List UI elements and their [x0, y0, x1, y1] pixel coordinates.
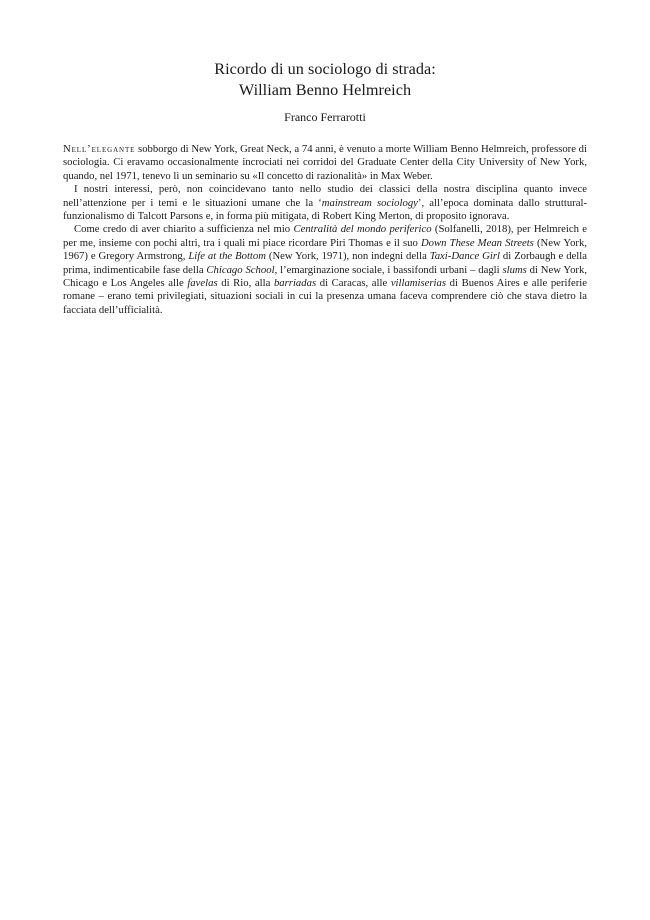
- article-body: [63, 143, 587, 317]
- paragraph-text: Come credo di aver chiarito a sufficienza nel mio: [74, 223, 294, 236]
- paragraph-text: , l’emarginazione sociale, i bassifondi urbani – dagli: [274, 263, 503, 276]
- italic-book-title: Down These Mean Streets: [420, 236, 534, 249]
- article-title: [0, 59, 650, 101]
- paragraph-text: ’, all’epoca dominata dallo struttural-funzionalismo di Talcott Parsons e, in forma più mitigata, di Robert King Merton, di proposito ignorava.: [63, 196, 587, 223]
- paragraph-text: (New York, 1971), non indegni della: [265, 250, 430, 263]
- paragraph-1: [63, 143, 587, 183]
- paragraph-text: di Zorbaugh e della prima, indimenticabile fase della: [63, 250, 587, 276]
- italic-book-title: Taxi-Dance Girl: [429, 250, 500, 263]
- paragraph-text: sobborgo di New York, Great Neck, a 74 anni, è venuto a morte William Benno Helmreich, professore di sociologia. Ci eravamo occasionalmente incrociati nei corridoi del Graduate Center della City University of New York, quando, nel 1971, tenevo lì un seminario su «Il concetto di razionalità» in Max Weber.: [63, 143, 587, 182]
- paragraph-text: di Caracas, alle: [316, 277, 391, 290]
- italic-term: Chicago School: [206, 263, 275, 276]
- paragraph-lead-smallcaps: Nell’elegante: [63, 143, 136, 155]
- paragraph-3: [63, 223, 587, 317]
- italic-term: barriadas: [273, 277, 317, 290]
- title-line-2: William Benno Helmreich: [238, 81, 412, 99]
- italic-term: villamiserias: [390, 277, 447, 290]
- italic-term: slums: [502, 263, 527, 276]
- paragraph-text: I nostri interessi, però, non coincidevano tanto nello studio dei classici della nostra disciplina quanto invece nell’attenzione per i temi e le situazioni umane che la ‘: [63, 183, 587, 209]
- italic-term: favelas: [187, 277, 218, 290]
- paragraph-text: di New York, Chicago e Los Angeles alle: [63, 263, 587, 290]
- paragraph-text: di Rio, alla: [217, 277, 274, 290]
- paragraph-2: [63, 183, 587, 223]
- title-line-1: Ricordo di un sociologo di strada:: [214, 60, 436, 78]
- paragraph-text: di Buenos Aires e alle periferie romane – erano temi privilegiati, situazioni sociali in cui la presenza umana faceva comprendere ciò che stava dietro la facciata dell’ufficialità.: [63, 277, 588, 316]
- paragraph-text: (New York, 1967) e Gregory Armstrong,: [63, 236, 587, 263]
- italic-book-title: Centralità del mondo periferico: [293, 223, 432, 236]
- paragraph-text: (Solfanelli, 2018), per Helmreich e per me, insieme con pochi altri, tra i quali mi piace ricordare Piri Thomas e il suo: [63, 223, 588, 249]
- author-name: Franco Ferrarotti: [284, 110, 366, 124]
- italic-book-title: Life at the Bottom: [188, 250, 266, 263]
- italic-term: mainstream sociology: [321, 196, 418, 209]
